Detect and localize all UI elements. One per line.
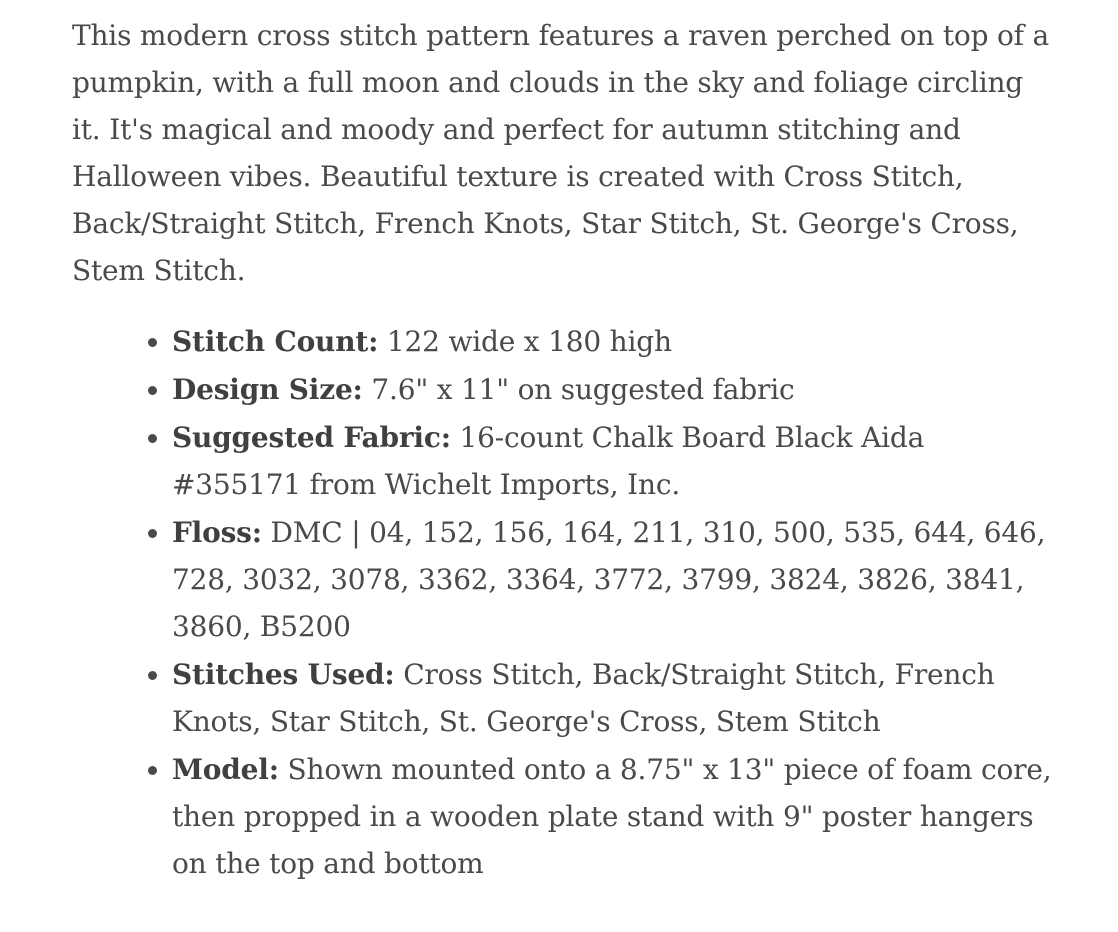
detail-label: Model:: [172, 753, 279, 786]
detail-value: 7.6" x 11" on suggested fabric: [362, 373, 795, 406]
detail-stitches-used: [172, 651, 1052, 745]
product-description: [72, 12, 1052, 888]
detail-label: Design Size:: [172, 373, 363, 406]
detail-suggested-fabric: [172, 414, 1052, 508]
detail-label: Stitch Count:: [172, 325, 379, 358]
detail-value: 16-count Chalk Board Black Aida #355171 from Wichelt Imports, Inc.: [172, 421, 925, 501]
detail-stitch-count: [172, 318, 1052, 365]
detail-label: Suggested Fabric:: [172, 421, 451, 454]
detail-value: Cross Stitch, Back/Straight Stitch, French Knots, Star Stitch, St. George's Cross, Stem Stitch: [172, 658, 995, 738]
description-paragraph: This modern cross stitch pattern features a raven perched on top of a pumpkin, with a full moon and clouds in the sky and foliage circling it. It's magical and moody and perfect for autumn stitching and Halloween vibes. Beautiful texture is created with Cross Stitch, Back/Straight Stitch, French Knots, Star Stitch, St. George's Cross, Stem Stitch.: [72, 19, 1050, 287]
detail-value: DMC | 04, 152, 156, 164, 211, 310, 500, 535, 644, 646, 728, 3032, 3078, 3362, 3364, 3772, 3799, 3824, 3826, 3841, 3860, B5200: [172, 516, 1046, 643]
detail-floss: [172, 509, 1052, 650]
detail-value: Shown mounted onto a 8.75" x 13" piece of foam core, then propped in a wooden plate stand with 9" poster hangers on the top and bottom: [172, 753, 1052, 880]
detail-value: 122 wide x 180 high: [378, 325, 672, 358]
detail-model: [172, 746, 1052, 887]
pattern-details-list: [72, 318, 1052, 887]
detail-design-size: [172, 366, 1052, 413]
detail-label: Floss:: [172, 516, 262, 549]
detail-label: Stitches Used:: [172, 658, 395, 691]
